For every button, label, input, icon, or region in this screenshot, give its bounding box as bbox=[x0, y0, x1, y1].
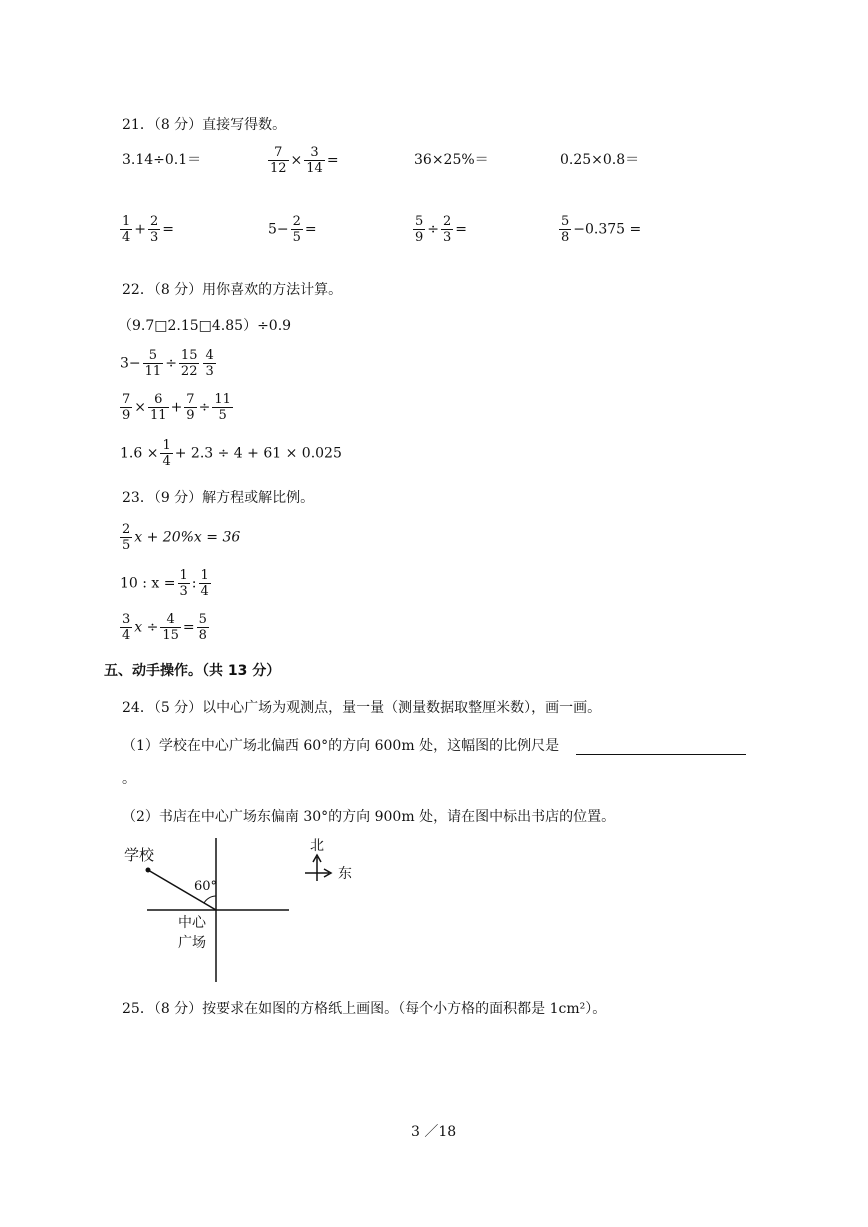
fraction: $\frac{2}{3}$ bbox=[150, 214, 159, 245]
school-point bbox=[146, 868, 151, 873]
q24-title: 24．（5 分）以中心广场为观测点，量一量（测量数据取整厘米数），画一画。 bbox=[122, 700, 602, 716]
fraction: $\frac{5}{8}$ bbox=[561, 214, 570, 245]
fraction: $\frac{2}{5}$ bbox=[292, 214, 301, 245]
fraction: $\frac{5}{8}$ bbox=[198, 612, 207, 643]
answer-blank[interactable] bbox=[576, 740, 746, 755]
fraction: $\frac{1}{4}$ bbox=[162, 438, 171, 469]
fraction: $\frac{4}{15}$ bbox=[162, 612, 179, 643]
angle-arc bbox=[204, 896, 216, 903]
q25-title: 25．（8 分）按要求在如图的方格纸上画图。（每个小方格的面积都是 1cm²）。 bbox=[122, 1001, 607, 1017]
q24-part-1-end: 。 bbox=[122, 771, 136, 787]
page-number: 3 ／18 bbox=[411, 1124, 457, 1140]
center-label-2: 广场 bbox=[178, 935, 206, 951]
fraction: $\frac{7}{9}$ bbox=[186, 392, 195, 423]
fraction: $\frac{6}{11}$ bbox=[150, 392, 167, 423]
section-5-title: 五、动手操作。（共 13 分） bbox=[104, 663, 281, 679]
school-label: 学校 bbox=[124, 846, 155, 864]
fraction: $\frac{4}{3}$ bbox=[205, 348, 214, 379]
q23-eq-3: $\frac{3}{4}$ x ÷ $\frac{4}{15}$ = $\frac{5}{8}$ bbox=[122, 612, 207, 643]
q21-r1-d: 0.25×0.8＝ bbox=[560, 152, 640, 168]
q22-expr-4: 1.6 × $\frac{1}{4}$ + 2.3 ÷ 4 + 61 × 0.025 bbox=[120, 438, 342, 469]
fraction: $\frac{7}{12}$ bbox=[270, 145, 287, 176]
fraction: $\frac{7}{9}$ bbox=[122, 392, 131, 423]
fraction: $\frac{3}{4}$ bbox=[122, 612, 131, 643]
fraction: $\frac{15}{22}$ bbox=[180, 348, 198, 379]
center-label-1: 中心 bbox=[178, 915, 206, 931]
q24-part-2: （2）书店在中心广场东偏南 30°的方向 900m 处，请在图中标出书店的位置。 bbox=[122, 809, 616, 825]
q24-part-1: （1）学校在中心广场北偏西 60°的方向 600m 处，这幅图的比例尺是 bbox=[122, 735, 746, 755]
angle-label: 60° bbox=[194, 879, 218, 894]
fraction: $\frac{5}{9}$ bbox=[415, 214, 424, 245]
fraction: $\frac{11}{5}$ bbox=[214, 392, 231, 423]
fraction: $\frac{2}{3}$ bbox=[443, 214, 452, 245]
q21-r2-d: $\frac{5}{8}$ −0.375 = bbox=[561, 214, 642, 245]
fraction: $\frac{3}{14}$ bbox=[306, 145, 323, 176]
q21-r1-c: 36×25%＝ bbox=[414, 152, 489, 168]
q23-eq-2: 10 : x = $\frac{1}{3}$ : $\frac{1}{4}$ bbox=[120, 568, 209, 599]
q23-title: 23．（9 分）解方程或解比例。 bbox=[122, 490, 315, 506]
q21-r2-c: $\frac{5}{9}$ ÷ $\frac{2}{3}$ = bbox=[415, 214, 468, 245]
q21-r2-a: $\frac{1}{4}$ + $\frac{2}{3}$ = bbox=[122, 214, 175, 245]
q21-r1-a: 3.14÷0.1＝ bbox=[122, 152, 202, 168]
compass-north-label: 北 bbox=[310, 838, 324, 854]
q22-title: 22．（8 分）用你喜欢的方法计算。 bbox=[122, 282, 343, 298]
q22-expr-2: 3− $\frac{5}{11}$ ÷ $\frac{15}{22}$ $\frac{4}{3}$ bbox=[120, 348, 214, 379]
q23-eq-1: $\frac{2}{5}$ x + 20%x = 36 bbox=[122, 522, 241, 553]
fraction: $\frac{5}{11}$ bbox=[144, 348, 162, 379]
fraction: $\frac{1}{4}$ bbox=[122, 214, 131, 245]
q22-expr-1: （9.7□2.15□4.85）÷0.9 bbox=[118, 318, 292, 334]
fraction: $\frac{2}{5}$ bbox=[122, 522, 131, 553]
q21-r2-b: 5− $\frac{2}{5}$ = bbox=[268, 214, 317, 245]
q22-expr-3: $\frac{7}{9}$ × $\frac{6}{11}$ + $\frac{7}{9}$ ÷ $\frac{11}{5}$ bbox=[122, 392, 231, 423]
q21-title: 21．（8 分）直接写得数。 bbox=[122, 117, 287, 133]
fraction: $\frac{1}{4}$ bbox=[200, 568, 209, 599]
fraction: $\frac{1}{3}$ bbox=[179, 568, 188, 599]
q21-r1-b: $\frac{7}{12}$ × $\frac{3}{14}$ = bbox=[270, 145, 339, 176]
compass-east-label: 东 bbox=[338, 866, 352, 882]
